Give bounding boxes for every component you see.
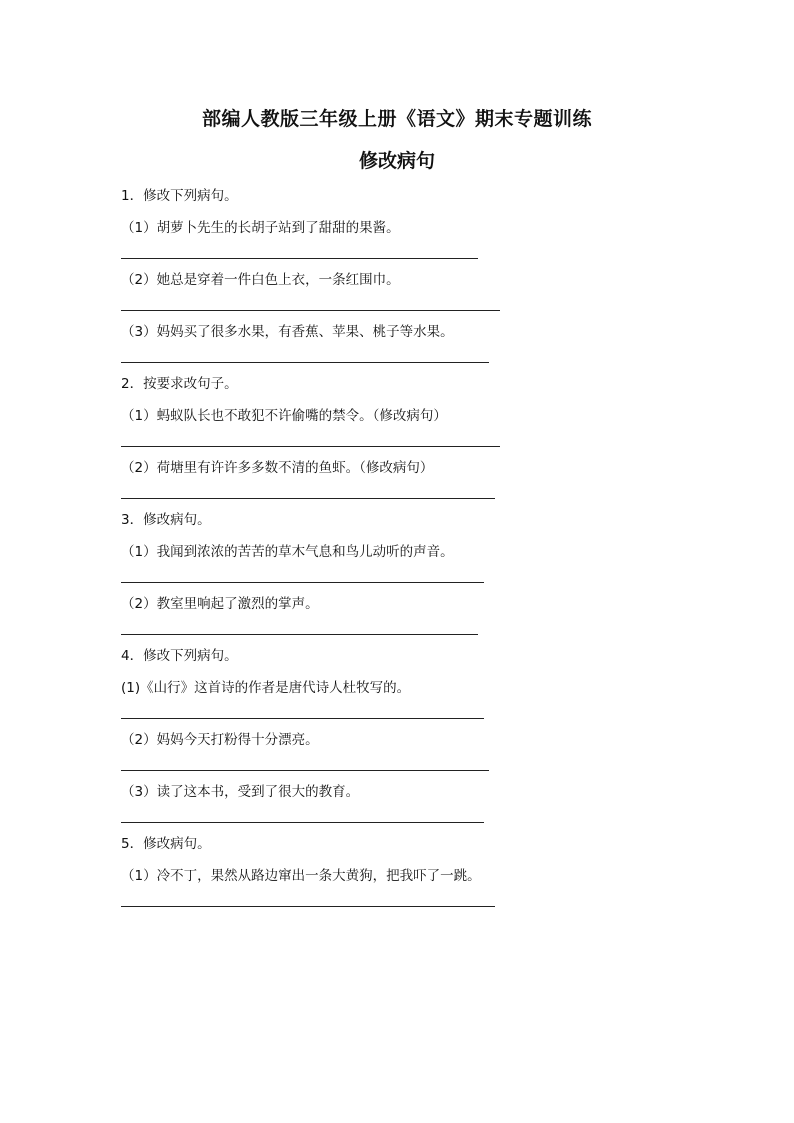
sub-question-text: （3）读了这本书，受到了很大的教育。: [121, 784, 360, 800]
sub-question-text: （3）妈妈买了很多水果，有香蕉、苹果、桃子等水果。: [121, 324, 454, 340]
sub-question: [121, 594, 681, 635]
question-3: [121, 510, 681, 635]
sub-question-text: （2）妈妈今天打粉得十分漂亮。: [121, 732, 319, 748]
question-heading: 5．修改病句。: [121, 836, 211, 852]
question-heading: 2．按要求改句子。: [121, 376, 238, 392]
sub-question: [121, 270, 681, 311]
question-heading: 3．修改病句。: [121, 512, 211, 528]
sub-question-text: （1）蚂蚁队长也不敢犯不许偷嘴的禁令。（修改病句）: [121, 408, 447, 424]
sub-question: [121, 406, 681, 447]
sub-question-text: （1）胡萝卜先生的长胡子站到了甜甜的果酱。: [121, 220, 400, 236]
sub-question: [121, 730, 681, 771]
sub-question: [121, 542, 681, 583]
question-4: [121, 646, 681, 823]
answer-line[interactable]: [121, 258, 478, 259]
answer-line[interactable]: [121, 906, 495, 907]
answer-line[interactable]: [121, 718, 484, 719]
answer-line[interactable]: [121, 634, 478, 635]
sub-question-text: （2）荷塘里有许许多多数不清的鱼虾。（修改病句）: [121, 460, 434, 476]
answer-line[interactable]: [121, 362, 489, 363]
sub-question: [121, 678, 681, 719]
question-5: [121, 834, 681, 907]
question-list: [121, 186, 681, 918]
page-title: 部编人教版三年级上册《语文》期末专题训练: [201, 108, 592, 130]
question-heading: 1．修改下列病句。: [121, 188, 238, 204]
answer-line[interactable]: [121, 498, 495, 499]
sub-question-text: （2）教室里响起了激烈的掌声。: [121, 596, 319, 612]
sub-question: [121, 782, 681, 823]
sub-question: [121, 458, 681, 499]
page-subtitle: 修改病句: [358, 150, 435, 172]
sub-question-text: （1）冷不丁，果然从路边窜出一条大黄狗，把我吓了一跳。: [121, 868, 481, 884]
answer-line[interactable]: [121, 446, 500, 447]
question-heading: 4．修改下列病句。: [121, 648, 238, 664]
sub-question-text: (1)《山行》这首诗的作者是唐代诗人杜牧写的。: [121, 680, 411, 696]
sub-question-text: （1）我闻到浓浓的苦苦的草木气息和鸟儿动听的声音。: [121, 544, 454, 560]
sub-question-text: （2）她总是穿着一件白色上衣，一条红围巾。: [121, 272, 400, 288]
answer-line[interactable]: [121, 582, 484, 583]
answer-line[interactable]: [121, 822, 484, 823]
sub-question: [121, 866, 681, 907]
answer-line[interactable]: [121, 310, 500, 311]
question-2: [121, 374, 681, 499]
question-1: [121, 186, 681, 363]
sub-question: [121, 322, 681, 363]
sub-question: [121, 218, 681, 259]
answer-line[interactable]: [121, 770, 489, 771]
